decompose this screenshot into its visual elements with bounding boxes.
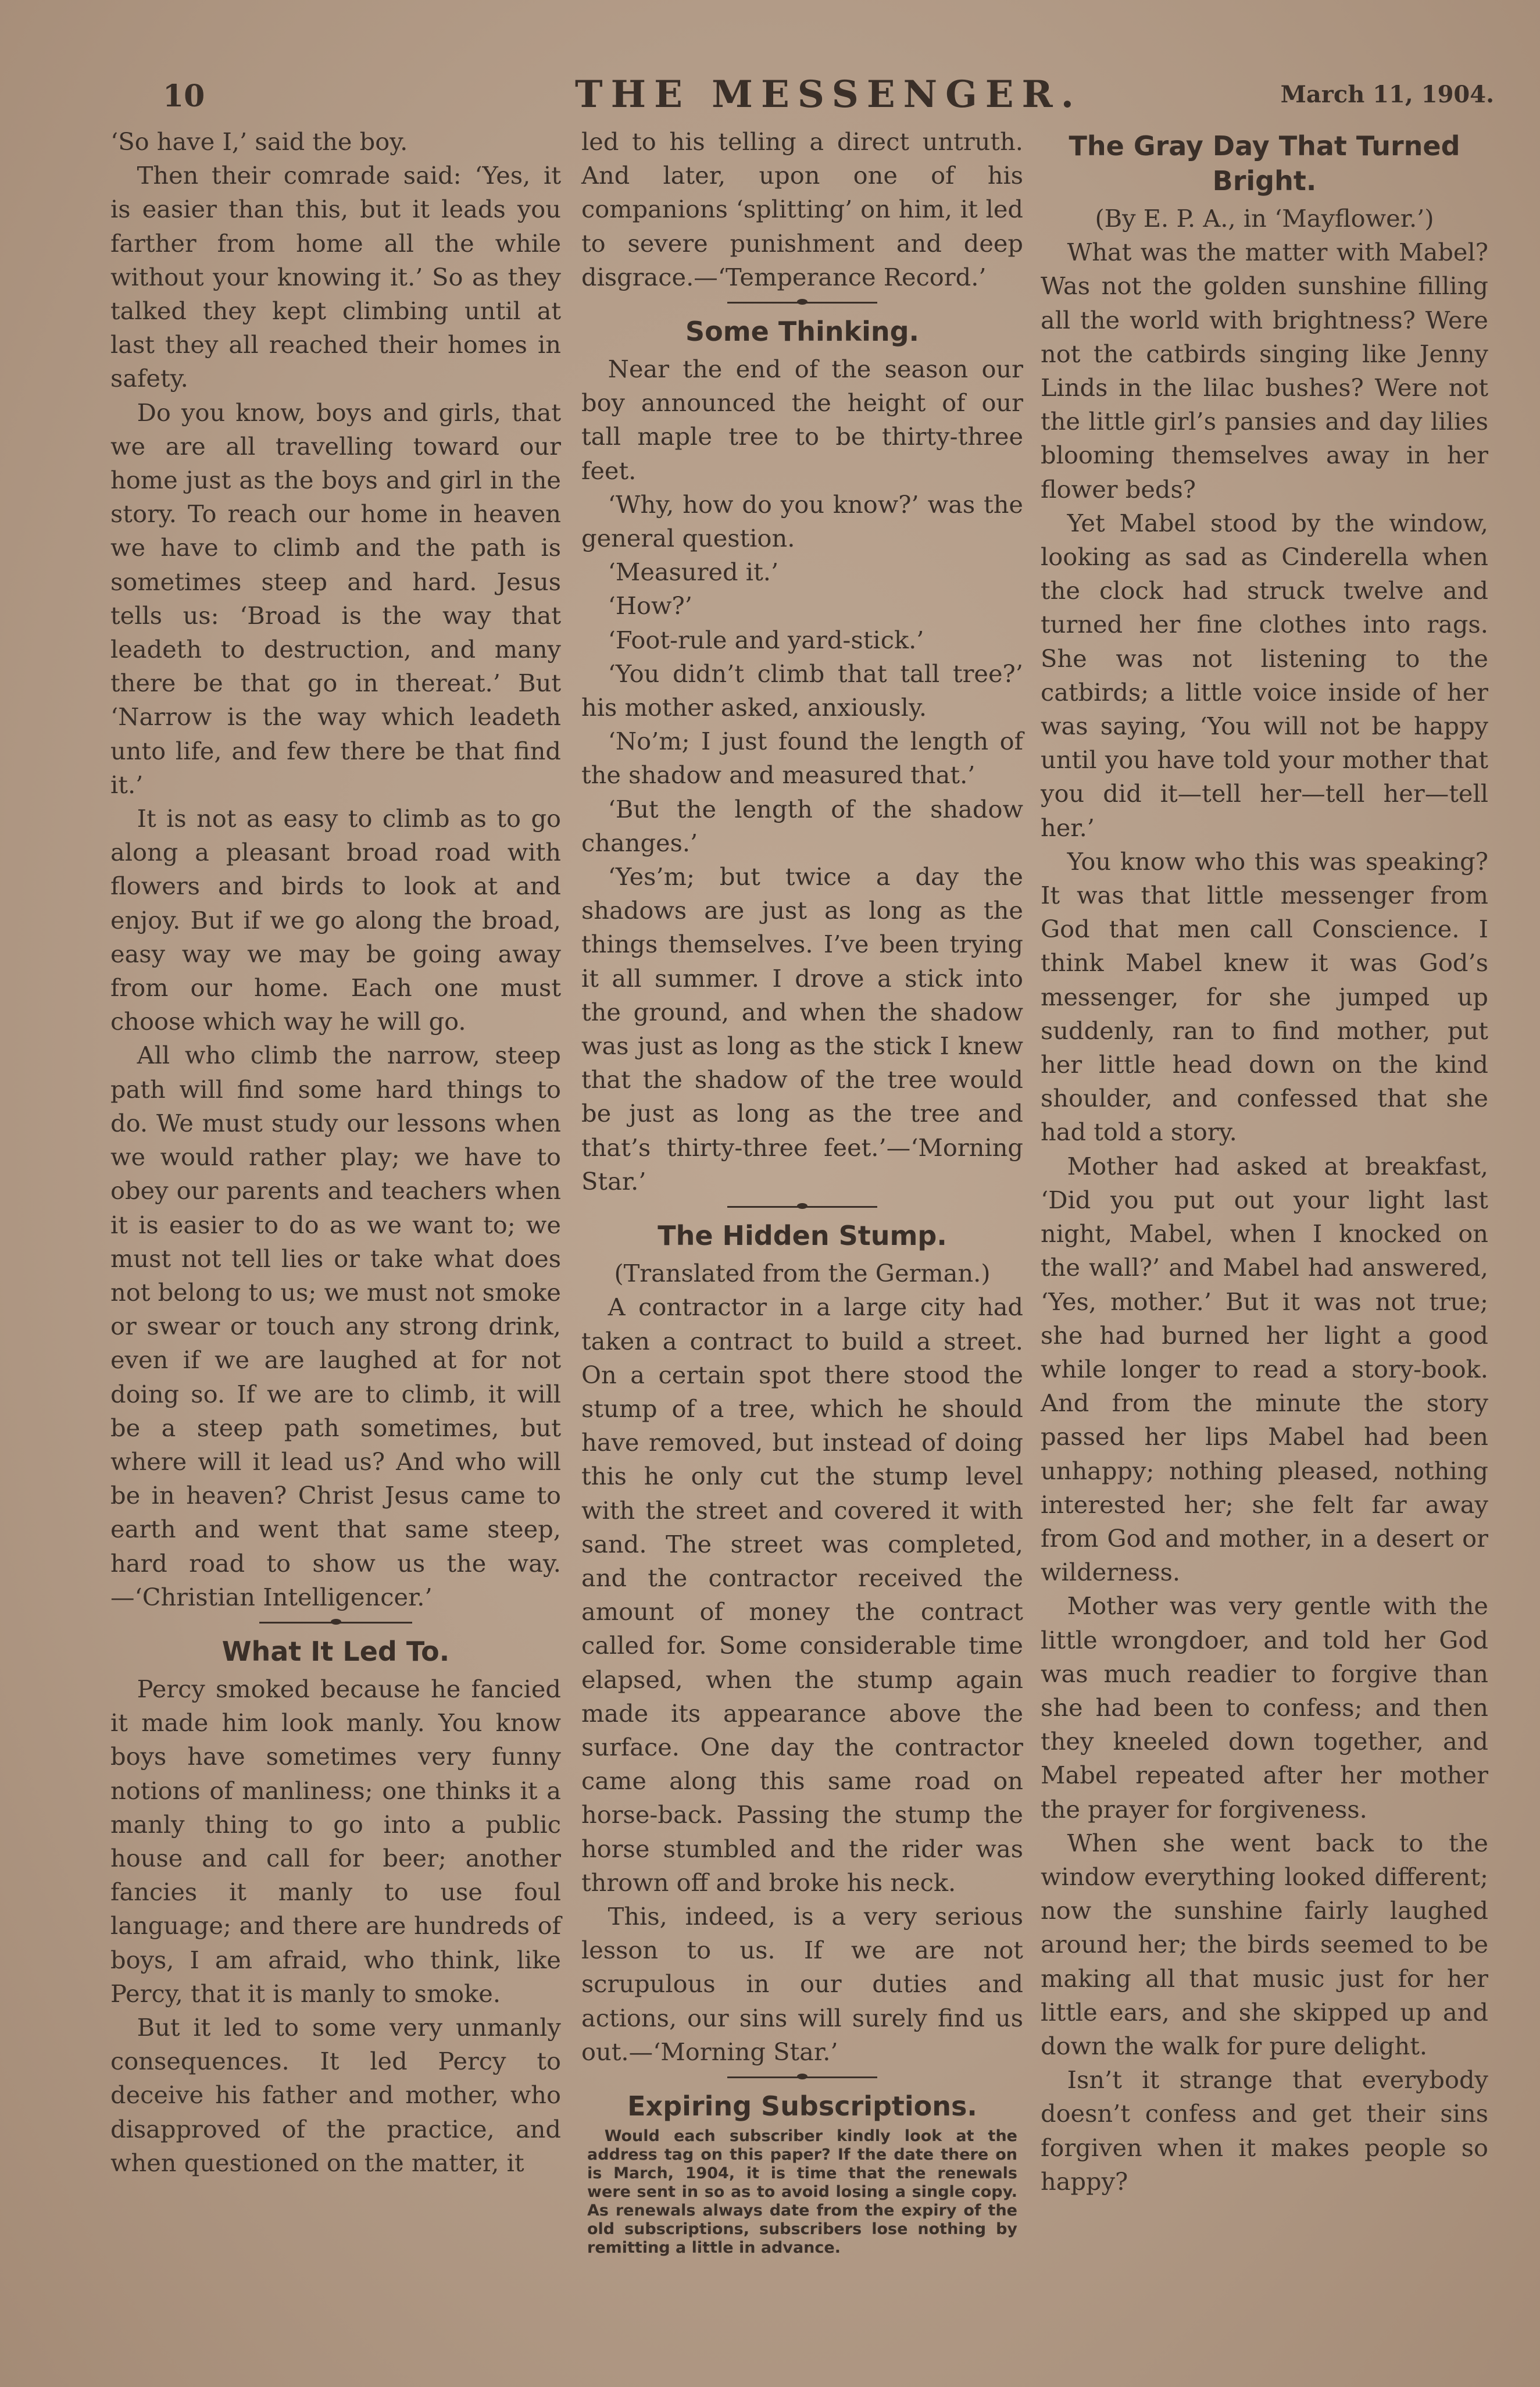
paragraph: ‘Foot-rule and yard-stick.’ xyxy=(608,625,924,654)
paragraph: ‘Measured it.’ xyxy=(608,558,779,587)
paragraph: Yet Mabel stood by the window, looking as sad as Cinderella when the clock had struck twelve and turned her fine clothes into rags. She was not listening to the catbirds; a little voice inside of her was saying, ‘You will not be happy until you have told your mother that you did it—tell her—tell her—tell her.’ xyxy=(1041,508,1488,842)
paragraph: ‘You didn’t climb that tall tree?’ his mother asked, anxiously. xyxy=(581,659,1023,722)
section-divider xyxy=(581,1198,1023,1215)
paragraph: Near the end of the season our boy announced the height of our tall maple tree to be thirty-three feet. xyxy=(581,355,1023,485)
paragraph: ‘Why, how do you know?’ was the general question. xyxy=(581,490,1023,553)
article-heading: The Hidden Stump. xyxy=(658,1220,947,1252)
paragraph: Mother had asked at breakfast, ‘Did you put out your light last night, Mabel, when I knocked on the wall?’ and Mabel had answered, ‘Yes, mother.’ But it was not true; she had burned her light a good while longer to read a story-book. And from the minute the story passed her lips Mabel had been unhappy; nothing pleased, nothing interested her; she felt far away from God and mother, in a desert or wilderness. xyxy=(1041,1151,1488,1587)
paragraph: ‘Yes’m; but twice a day the shadows are just as long as the things themselves. I’ve been trying it all summer. I drove a stick into the ground, and when the shadow was just as long as the stick I knew that the shadow of the tree would be just as long as the tree and that’s thirty-three feet.’—‘Morning Star.’ xyxy=(581,862,1023,1196)
paragraph: A contractor in a large city had taken a contract to build a street. On a certain spot there stood the stump of a tree, which he should have removed, but instead of doing this he only cut the stump level with the street and covered it with sand. The street was completed, and the contractor received the amount of money the contract called for. Some considerable time elapsed, when the stump again made its appearance above the surface. One day the contractor came along this same road on horse-back. Passing the stump the horse stumbled and the rider was thrown off and broke his neck. xyxy=(581,1293,1023,1897)
paragraph: ‘How?’ xyxy=(608,591,692,620)
column-1 xyxy=(110,125,561,2180)
paragraph: ‘But the length of the shadow changes.’ xyxy=(581,794,1023,857)
paragraph: What was the matter with Mabel? Was not the golden sunshine filling all the world with brightness? Were not the catbirds singing like Jenny Linds in the lilac bushes? Were not the little girl’s pansies and day lilies blooming themselves away in her flower beds? xyxy=(1041,238,1488,504)
article-heading: Some Thinking. xyxy=(685,316,920,348)
section-divider xyxy=(110,1614,561,1630)
paragraph: led to his telling a direct untruth. And later, upon one of his companions ‘splitting’ on him, it led to severe punishment and deep disgrace.—‘Temperance Record.’ xyxy=(581,127,1023,291)
page-number: 10 xyxy=(163,79,205,114)
paragraph: Do you know, boys and girls, that we are all travelling toward our home just as the boys and girl in the story. To reach our home in heaven we have to climb and the path is sometimes steep and hard. Jesus tells us: ‘Broad is the way that leadeth to destruction, and many there be that go in thereat.’ But ‘Narrow is the way which leadeth unto life, and few there be that find it.’ xyxy=(110,398,561,799)
masthead: THE MESSENGER. xyxy=(575,73,1082,116)
section-divider xyxy=(581,2069,1023,2085)
section-divider xyxy=(581,294,1023,311)
paragraph: Mother was very gentle with the little wrongdoer, and told her God was much readier to forgive than she had been to confess; and then they kneeled down together, and Mabel repeated after her mother the prayer for forgiveness. xyxy=(1041,1592,1488,1824)
column-3 xyxy=(1041,125,1488,2199)
paragraph: Isn’t it strange that everybody doesn’t confess and get their sins forgiven when it makes people so happy? xyxy=(1041,2065,1488,2196)
paragraph: ‘No’m; I just found the length of the shadow and measured that.’ xyxy=(581,727,1023,790)
issue-date: March 11, 1904. xyxy=(1280,81,1494,108)
article-subheading: (Translated from the German.) xyxy=(614,1259,991,1288)
paragraph: You know who this was speaking? It was that little messenger from God that men call Conscience. I think Mabel knew it was God’s messenger, for she jumped up suddenly, ran to find mother, put her little head down on the kind shoulder, and confessed that she had told a story. xyxy=(1041,847,1488,1147)
paragraph: ‘So have I,’ said the boy. xyxy=(110,127,408,156)
paragraph: All who climb the narrow, steep path will find some hard things to do. We must study our lessons when we would rather play; we have to obey our parents and teachers when it is easier to do as we want to; we must not tell lies or take what does not belong to us; we must not smoke or swear or touch any strong drink, even if we are laughed at for not doing so. If we are to climb, it will be a steep path sometimes, but where will it lead us? And who will be in heaven? Christ Jesus came to earth and went that same steep, hard road to show us the way.—‘Christian Intelligencer.’ xyxy=(110,1041,561,1611)
paragraph: But it led to some very unmanly consequences. It led Percy to deceive his father and mother, who disapproved of the practice, and when questioned on the matter, it xyxy=(110,2013,561,2177)
page-header xyxy=(163,73,1494,125)
article-byline: (By E. P. A., in ‘Mayflower.’) xyxy=(1095,204,1434,233)
paragraph: When she went back to the window everything looked different; now the sunshine fairly laughed around her; the birds seemed to be making all that music just for her little ears, and she skipped up and down the walk for pure delight. xyxy=(1041,1828,1488,2060)
subscription-notice: Would each subscriber kindly look at the address tag on this paper? If the date there on is March, 1904, it is time that the renewals were sent in so as to avoid losing a single copy. As renewals always date from the expiry of the old subscriptions, subscribers lose nothing by remitting a little in advance. xyxy=(587,2126,1017,2257)
article-heading: The Gray Day That Turned Bright. xyxy=(1069,130,1460,197)
paragraph: Percy smoked because he fancied it made him look manly. You know boys have sometimes very funny notions of manliness; one thinks it a manly thing to go into a public house and call for beer; another fancies it manly to use foul language; and there are hundreds of boys, I am afraid, who think, like Percy, that it is manly to smoke. xyxy=(110,1674,561,2008)
column-2 xyxy=(581,125,1023,2257)
paragraph: This, indeed, is a very serious lesson to us. If we are not scrupulous in our duties and actions, our sins will surely find us out.—‘Morning Star.’ xyxy=(581,1901,1023,2066)
article-heading: What It Led To. xyxy=(221,1635,450,1667)
paragraph: It is not as easy to climb as to go along a pleasant broad road with flowers and birds to look at and enjoy. But if we go along the broad, easy way we may be going away from our home. Each one must choose which way he will go. xyxy=(110,804,561,1036)
paragraph: Then their comrade said: ‘Yes, it is easier than this, but it leads you farther from home all the while without your knowing it.’ So as they talked they kept climbing until at last they all reached their homes in safety. xyxy=(110,161,561,393)
article-heading: Expiring Subscriptions. xyxy=(627,2090,977,2122)
